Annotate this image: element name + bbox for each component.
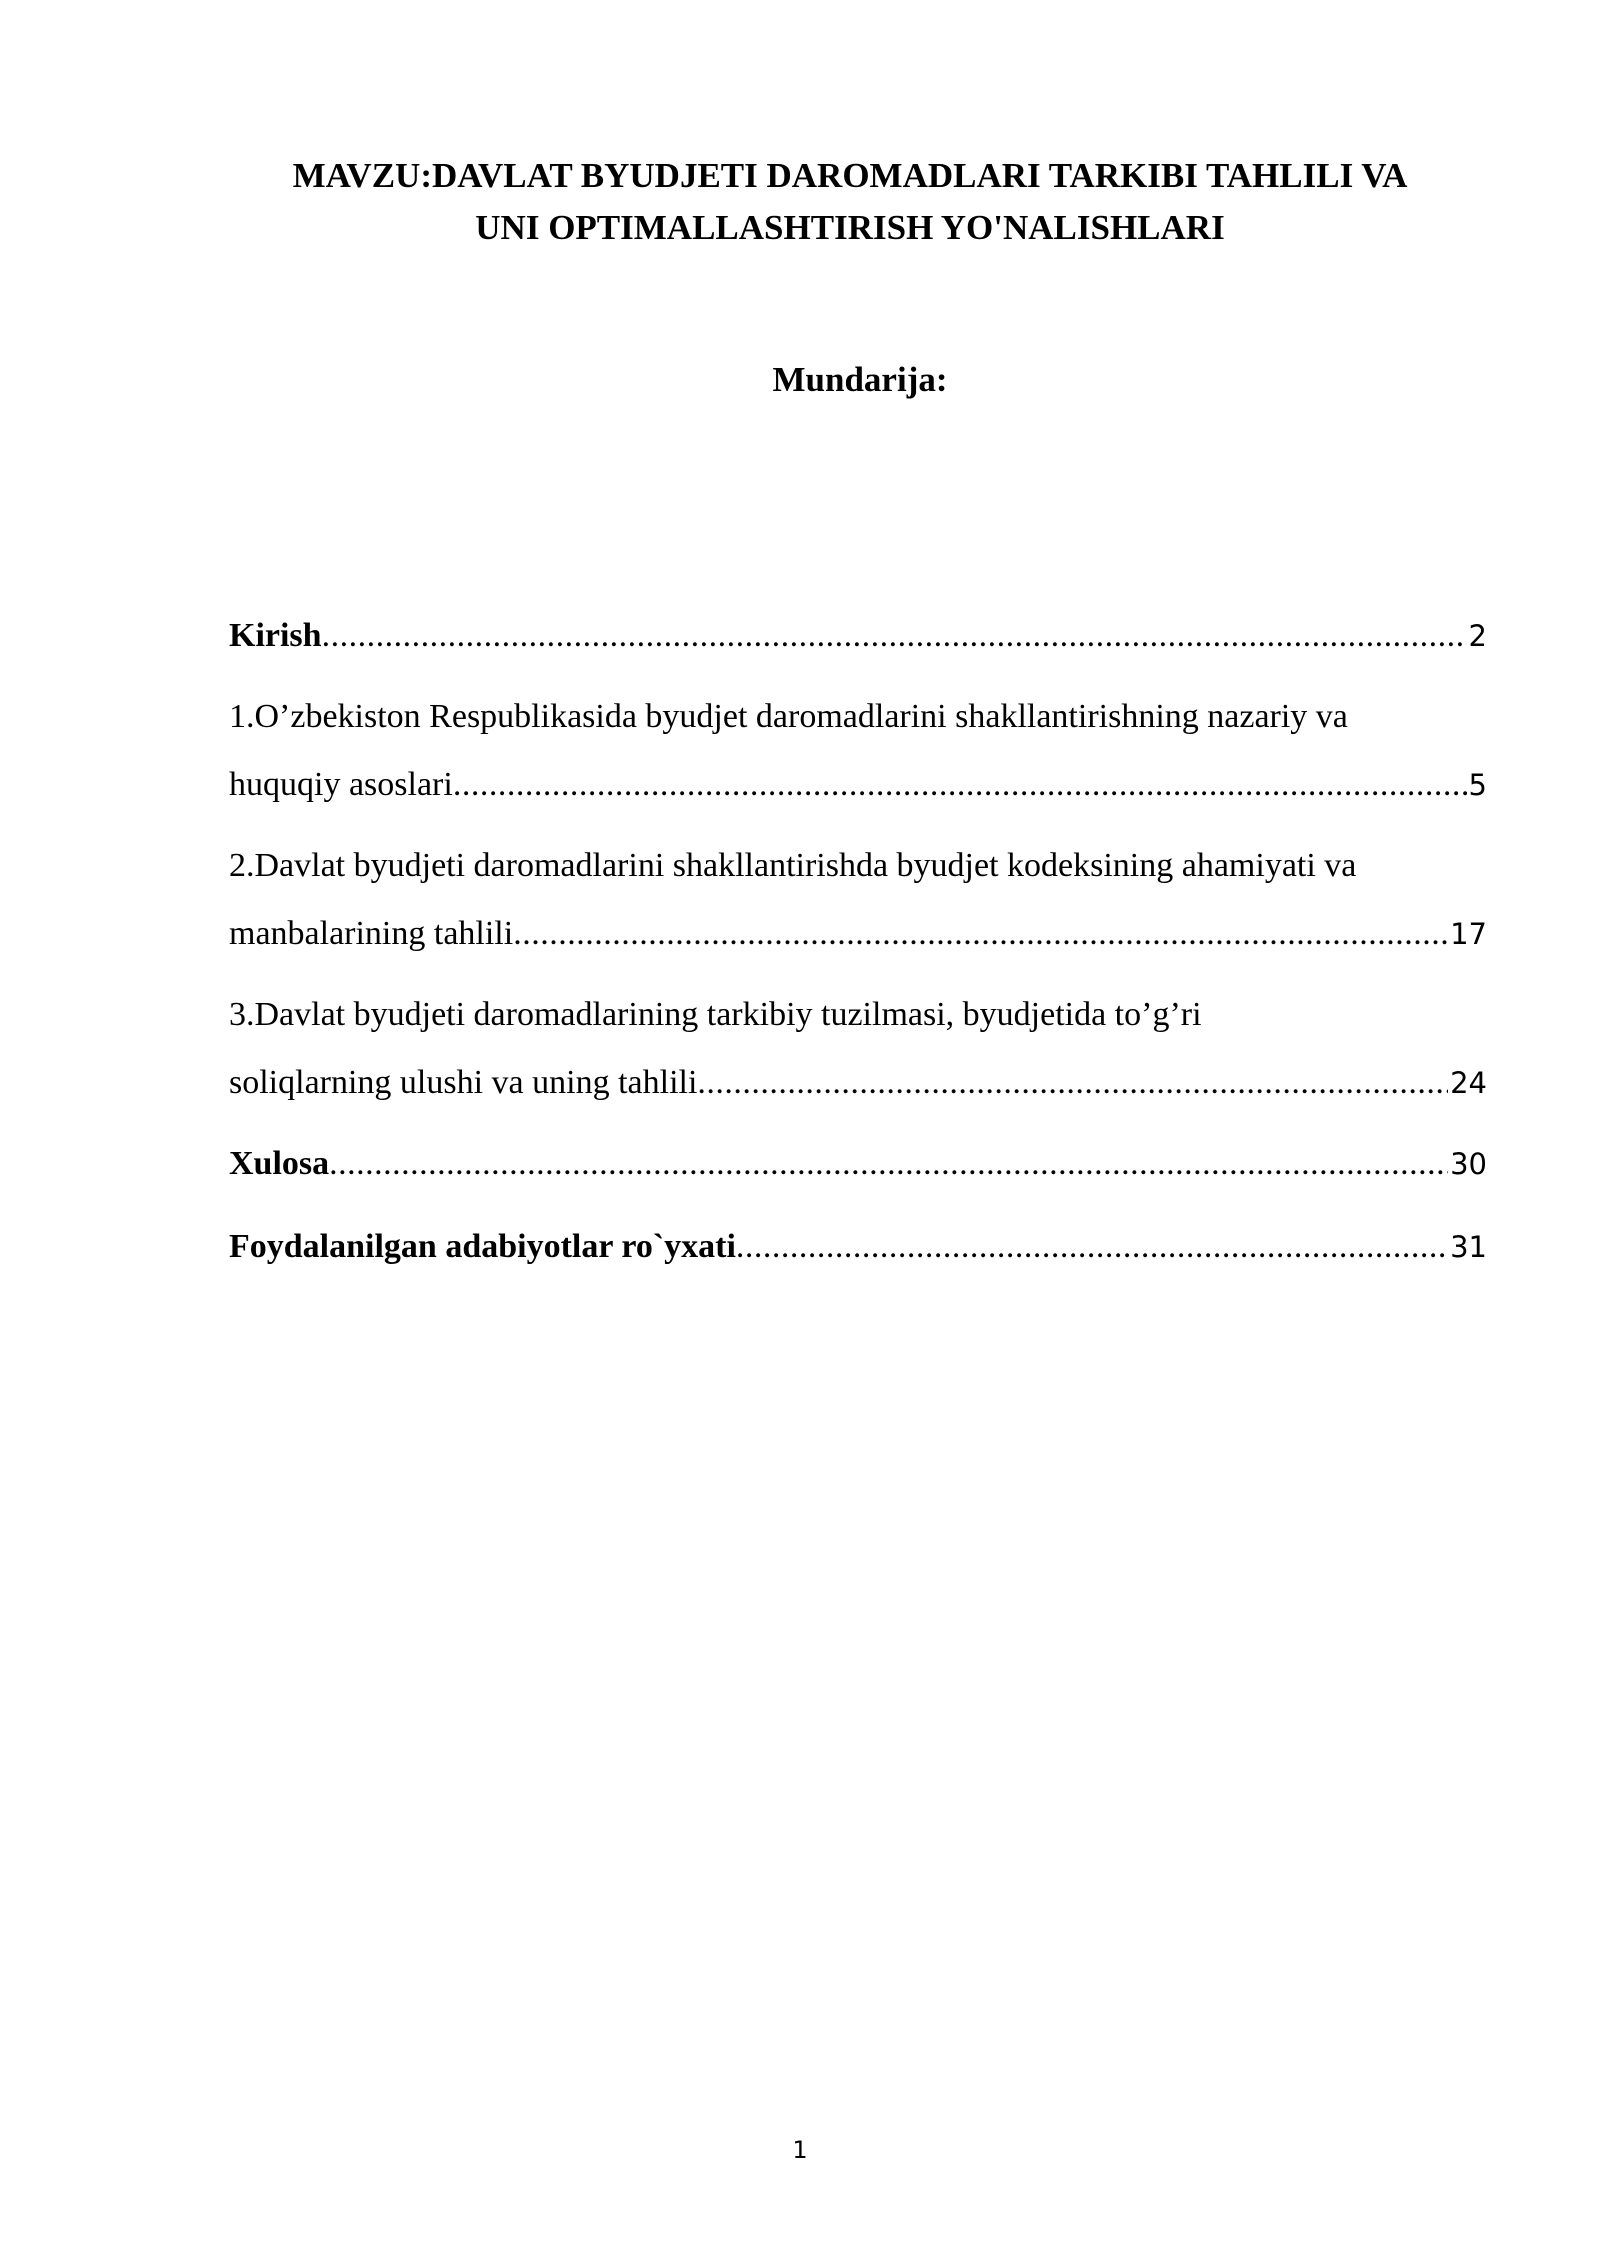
toc-line (229, 832, 1487, 900)
toc-entry-title-line-1: 1.O’zbekiston Respublikasida byudjet daromadlarini shakllantirishning nazariy va (229, 698, 1348, 735)
toc-line (229, 1130, 1487, 1198)
title-line-1: MAVZU:DAVLAT BYUDJETI DAROMADLARI TARKIBI TAHLILI VA (292, 156, 1408, 195)
toc-entry-section-2[interactable] (229, 832, 1487, 968)
toc-entry-section-3[interactable] (229, 981, 1487, 1117)
toc-page-number: 31 (1450, 1230, 1487, 1264)
toc-line (229, 1213, 1487, 1281)
toc-leader-dots (736, 1213, 1448, 1281)
toc-line (229, 1049, 1487, 1117)
toc-page-number: 17 (1450, 917, 1487, 951)
toc-page-number: 5 (1468, 768, 1487, 802)
toc-entry-title-line-2: manbalarining tahlili (229, 915, 514, 952)
toc-page-number: 30 (1450, 1147, 1487, 1181)
toc-line (229, 900, 1487, 968)
toc-leader-dots (329, 1130, 1448, 1198)
toc-line (229, 683, 1487, 751)
toc-entry-references[interactable] (229, 1213, 1487, 1281)
toc-leader-dots (513, 900, 1448, 968)
title-line-2: UNI OPTIMALLASHTIRISH YO'NALISHLARI (475, 208, 1225, 247)
toc-page-number: 2 (1468, 619, 1487, 653)
toc-entry-title-line-2: huquqiy asoslari (229, 766, 453, 803)
toc-leader-dots (697, 1049, 1448, 1117)
toc-entry-title: Foydalanilgan adabiyotlar ro`yxati (229, 1228, 736, 1265)
toc-entry-title-line-2: soliqlarning ulushi va uning tahlili (229, 1064, 698, 1101)
toc-entry-title-line-1: 3.Davlat byudjeti daromadlarining tarkibiy tuzilmasi, byudjetida to’g’ri (229, 996, 1202, 1033)
document-title (200, 150, 1500, 254)
toc-entry-title: Kirish (229, 617, 322, 654)
toc-entry-title-line-1: 2.Davlat byudjeti daromadlarini shakllantirishda byudjet kodeksining ahamiyati va (229, 847, 1357, 884)
toc-line (229, 981, 1487, 1049)
toc-line (229, 602, 1487, 670)
toc-leader-dots (322, 602, 1467, 670)
toc-entry-section-1[interactable] (229, 683, 1487, 819)
toc-heading: Mundarija: (772, 360, 948, 399)
toc-entry-title: Xulosa (229, 1145, 330, 1182)
toc-entry-xulosa[interactable] (229, 1130, 1487, 1198)
page-number-footer: 1 (792, 2136, 808, 2164)
toc-line (229, 751, 1487, 819)
toc-entry-kirish[interactable] (229, 602, 1487, 670)
toc-leader-dots (453, 751, 1467, 819)
toc-page-number: 24 (1450, 1066, 1487, 1100)
